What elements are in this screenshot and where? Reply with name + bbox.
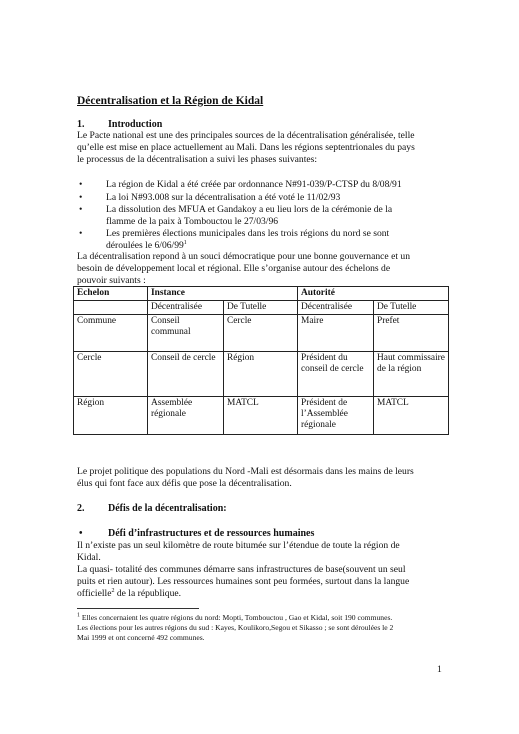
header-instance: Instance: [148, 287, 298, 301]
table-row: [74, 397, 449, 435]
table-cell: Cercle: [74, 352, 148, 397]
document-title: Décentralisation et la Région de Kidal: [77, 95, 264, 107]
page-number: 1: [437, 664, 442, 675]
table-cell: Décentralisée: [148, 301, 224, 315]
footnote-separator: [77, 608, 199, 609]
bullet-icon: •: [79, 204, 83, 215]
footnote-ref[interactable]: 1: [183, 239, 187, 246]
section-2-heading: [77, 503, 227, 514]
table-cell: Commune: [74, 315, 148, 352]
echelons-paragraph: [77, 251, 457, 287]
table-cell: Président du conseil de cercle: [298, 352, 374, 397]
table-cell: Décentralisée: [298, 301, 374, 315]
text-line: $^1$ Elles concernaient les quatre régions du nord: Mopti, Tombouctou , Gao et Kidal, soit 190 communes.: [77, 612, 393, 622]
table-row: [74, 352, 449, 397]
text-line: La région de Kidal a été créée par ordonnance N#91-039/P-CTSP du 8/08/91: [106, 179, 402, 190]
text-line: déroulées le $6/06/99^1$: [106, 239, 187, 251]
table-cell: De Tutelle: [224, 301, 298, 315]
header-autorite: Autorité: [298, 287, 449, 301]
table-cell: Maire: [298, 315, 374, 352]
table-cell: Conseil communal: [148, 315, 224, 352]
table-header-row: [74, 287, 449, 301]
bullet-icon: •: [79, 192, 83, 203]
text-line: La décentralisation repond à un souci démocratique pour une bonne gouvernance et un: [77, 251, 410, 262]
text-line: Mai 1999 et ont concerné 492 communes.: [77, 633, 205, 642]
text-line: officielle$^2$ de la république.: [77, 587, 182, 599]
table-cell: Assemblée régionale: [148, 397, 224, 435]
bullet-icon: •: [79, 528, 83, 539]
section-number: 1.: [77, 119, 85, 130]
text-line: La loi N#93.008 sur la décentralisation a été voté le 11/02/93: [106, 192, 341, 203]
text-line: Le projet politique des populations du Nord -Mali est désormais dans les mains de leurs: [77, 466, 414, 477]
subheading-text: Défi d’infrastructures et de ressources humaines: [108, 528, 315, 539]
echelons-table: [73, 286, 449, 435]
table-row: [74, 315, 449, 352]
section-title: Introduction: [108, 119, 163, 130]
table-cell: Conseil de cercle: [148, 352, 224, 397]
text-line: élus qui font face aux défis que pose la décentralisation.: [77, 478, 292, 489]
table-cell: Région: [74, 397, 148, 435]
text-line: Les élections pour les autres régions du sud : Kayes, Koulikoro,Segou et Sikasso ; se sont déroulées le 2: [77, 623, 394, 632]
paragraph: [77, 564, 457, 600]
section-title: Défis de la décentralisation:: [108, 503, 227, 514]
text-line: le processus de la décentralisation a suivi les phases suivantes:: [77, 154, 318, 165]
footnote-ref[interactable]: 2: [111, 587, 115, 594]
text-line: pouvoir suivants :: [77, 275, 146, 286]
closing-paragraph: [77, 466, 457, 490]
text-line: Kidal.: [77, 552, 101, 563]
table-cell: Président de l’Assemblée régionale: [298, 397, 374, 435]
table-cell: [74, 301, 148, 315]
table-subheader-row: [74, 301, 449, 315]
table-cell: MATCL: [224, 397, 298, 435]
footnote-mark: 1: [77, 612, 80, 619]
bullet-icon: •: [79, 179, 83, 190]
table-cell: Prefet: [374, 315, 449, 352]
table-cell: MATCL: [374, 397, 449, 435]
text-line: puits et rien autour). Les ressources humaines sont peu formées, surtout dans la langue: [77, 576, 410, 587]
table-cell: Cercle: [224, 315, 298, 352]
text-line: Le Pacte national est une des principales sources de la décentralisation généralisée, telle: [77, 130, 415, 141]
section-number: 2.: [77, 503, 85, 514]
paragraph: [77, 540, 457, 564]
subheading: [79, 528, 314, 539]
text-line: Les premières élections municipales dans les trois régions du nord se sont: [106, 228, 390, 239]
text-line: qu’elle est mise en place actuellement au Mali. Dans les régions septentrionales du pays: [77, 142, 415, 153]
header-echelon: Echelon: [74, 287, 148, 301]
intro-paragraph: [77, 130, 457, 166]
text-line: La dissolution des MFUA et Gandakoy a eu lieu lors de la cérémonie de la: [106, 204, 393, 215]
text-line: La quasi- totalité des communes démarre sans infrastructures de base(souvent un seul: [77, 564, 406, 575]
footnote: [77, 613, 467, 643]
table-cell: Haut commissaire de la région: [374, 352, 449, 397]
text-line: Il n’existe pas un seul kilomètre de route bitumée sur l’étendue de toute la région de: [77, 540, 400, 551]
text-line: besoin de développement local et régional. Elle s’organise autour des échelons de: [77, 263, 391, 274]
text-line: flamme de la paix à Tombouctou le 27/03/96: [106, 216, 279, 227]
section-1-heading: [77, 119, 162, 130]
bullet-icon: •: [79, 228, 83, 239]
table-cell: De Tutelle: [374, 301, 449, 315]
table-cell: Région: [224, 352, 298, 397]
